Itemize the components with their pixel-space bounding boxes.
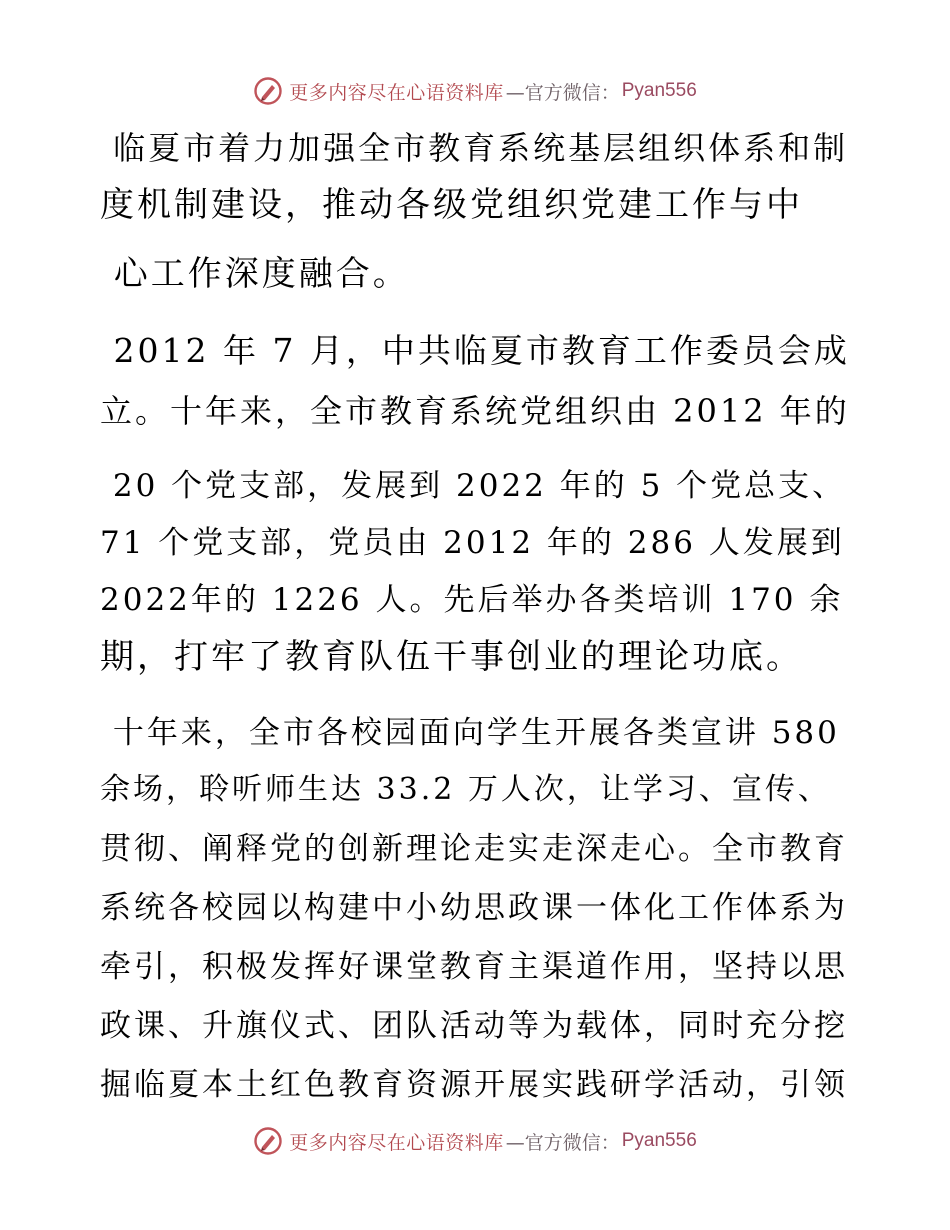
text-line: 贯彻、阐释党的创新理论走实走深走心。全市教育 — [100, 831, 848, 867]
text-line: 系统各校园以构建中小幼思政课一体化工作体系为 — [100, 890, 848, 926]
watermark-official: —官方微信： — [505, 81, 620, 104]
text-line: 2012 年 7 月，中共临夏市教育工作委员会成 — [100, 331, 850, 370]
text-line: 余场，聆听师生达 33.2 万人次，让学习、宣传、 — [100, 772, 831, 807]
text-line: 期，打牢了教育队伍干事创业的理论功底。 — [100, 637, 803, 677]
watermark-official: —官方微信： — [505, 1131, 620, 1154]
watermark-brand: 更多内容尽在心语资料库 — [289, 81, 504, 104]
watermark-brand: 更多内容尽在心语资料库 — [289, 1131, 504, 1154]
text-line: 牵引，积极发挥好课堂教育主渠道作用，坚持以思 — [100, 949, 848, 985]
footer-watermark — [0, 1121, 950, 1161]
pen-logo-icon — [253, 1126, 283, 1156]
watermark-wechat-id: Pyan556 — [621, 1130, 697, 1151]
pen-logo-icon — [253, 76, 283, 106]
text-line: 临夏市着力加强全市教育系统基层组织体系和制 — [100, 129, 849, 167]
text-line: 71 个党支部，党员由 2012 年的 286 人发展到 — [100, 525, 845, 561]
text-line: 十年来，全市各校园面向学生开展各类宣讲 580 — [100, 715, 840, 751]
text-line: 度机制建设，推动各级党组织党建工作与中 — [100, 185, 803, 225]
text-line: 20 个党支部，发展到 2022 年的 5 个党总支、 — [100, 468, 847, 504]
text-line: 掘临夏本土红色教育资源开展实践研学活动，引领 — [100, 1067, 848, 1103]
text-line: 政课、升旗仪式、团队活动等为载体，同时充分挖 — [100, 1008, 848, 1044]
text-line: 心工作深度融合。 — [100, 254, 410, 294]
header-watermark — [0, 71, 950, 111]
text-line: 立。十年来，全市教育系统党组织由 2012 年的 — [100, 392, 850, 430]
watermark-wechat-id: Pyan556 — [621, 80, 697, 101]
text-line: 2022年的 1226 人。先后举办各类培训 170 余 — [100, 582, 844, 618]
